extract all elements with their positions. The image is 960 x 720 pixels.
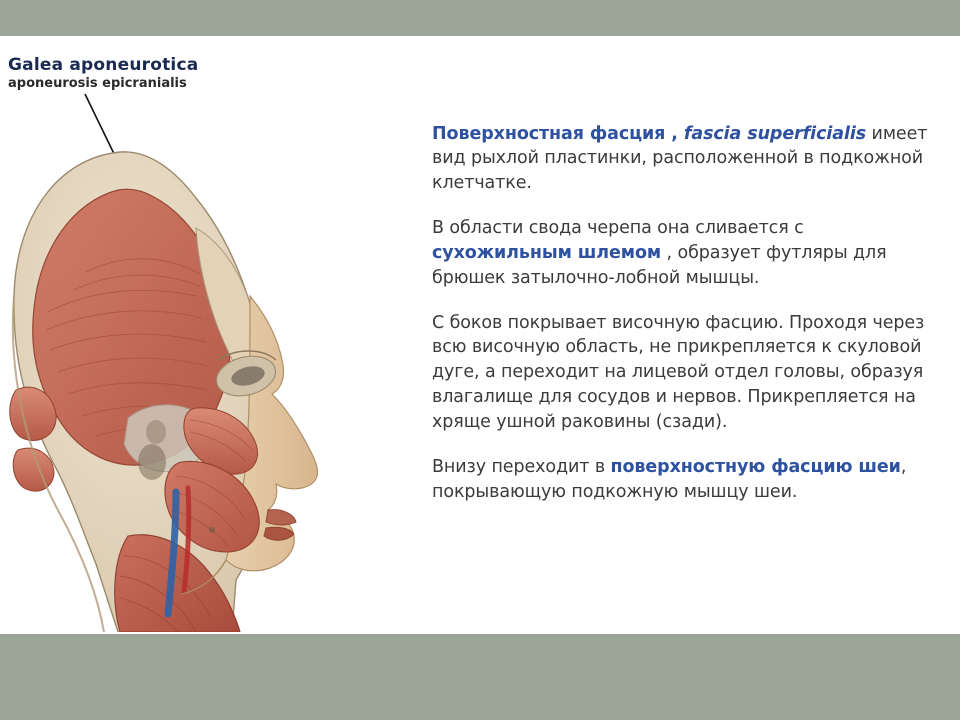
paragraph-neck-transition-part1: Внизу переходит в (432, 456, 611, 477)
description-text-column (432, 104, 938, 504)
paragraph-cranial-vault (432, 216, 938, 291)
anatomy-label-main: Galea aponeurotica (8, 55, 199, 75)
term-galea-aponeurotica-ru: сухожильным шлемом (432, 242, 662, 263)
paragraph-definition (432, 122, 938, 197)
paragraph-cranial-vault-part1: В области свода черепа она сливается с (432, 218, 804, 239)
anatomy-illustration (0, 36, 420, 634)
head-anatomy-art (0, 132, 330, 632)
term-superficial-cervical-fascia: поверхностную фасцию шеи (610, 456, 901, 477)
anatomy-label-sub: aponeurosis epicranialis (8, 76, 187, 92)
paragraph-cranial-vault-part2: , образует футляры для брюшек затылочно-лобной мышцы. (432, 242, 887, 288)
anatomy-label (8, 56, 198, 92)
paragraph-neck-transition (432, 455, 938, 505)
term-superficial-fascia: Поверхностная фасция (432, 123, 672, 144)
paragraph-neck-transition-part2: , покрывающую подкожную мышцу шеи. (432, 456, 907, 502)
bottom-band (0, 634, 960, 720)
paragraph-definition-rest: имеет вид рыхлой пластинки, расположенной в подкожной клетчатке. (432, 123, 928, 194)
term-latin-fascia-superficialis: fascia superficialis (683, 123, 867, 144)
term-comma: , (671, 123, 684, 144)
top-band (0, 0, 960, 36)
paragraph-temporal-region: С боков покрывает височную фасцию. Проходя через всю височную область, не прикрепляется к скуловой дуге, а переходит на лицевой отдел головы, образуя влагалище для сосудов и нервов. Прикрепляется на хряще ушной раковины (сзади). (432, 312, 925, 432)
